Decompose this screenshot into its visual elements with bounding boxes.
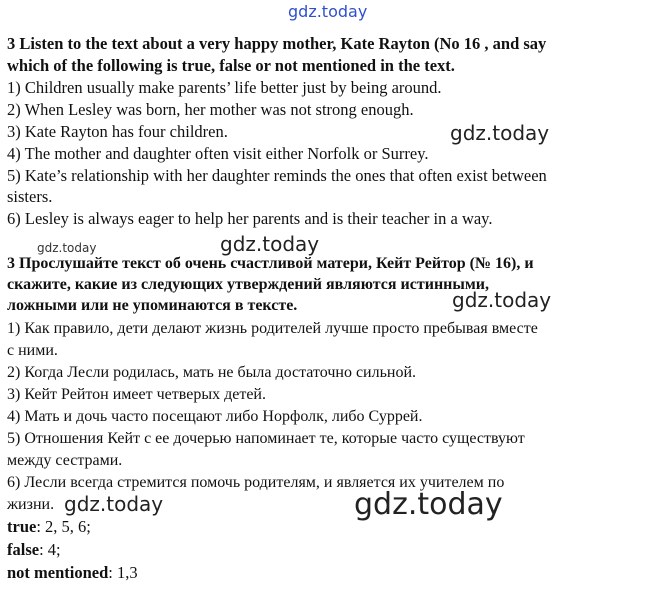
english-item: 6) Lesley is always eager to help her parents and is their teacher in a way. — [7, 209, 493, 228]
english-heading-line-1: 3 Listen to the text about a very happy mother, Kate Rayton (No 16 , and say — [7, 34, 547, 53]
watermark-bottom-small: gdz.today — [64, 492, 164, 516]
russian-item: 2) Когда Лесли родилась, мать не была достаточно сильной. — [7, 364, 417, 381]
answer-nm-label: not mentioned — [7, 563, 109, 582]
answer-false-value: : 4; — [39, 540, 61, 559]
answer-false — [7, 539, 61, 560]
answer-nm-value: : 1,3 — [108, 563, 138, 582]
watermark-bottom-large: gdz.today — [354, 487, 503, 522]
watermark-mid-2: gdz.today — [220, 232, 320, 256]
russian-heading-line-2: скажите, какие из следующих утверждений являются истинными, — [7, 276, 489, 293]
russian-item: 1) Как правило, дети делают жизнь родителей лучше просто пребывая вместе — [7, 320, 538, 337]
answer-true-value: : 2, 5, 6; — [36, 517, 91, 536]
watermark-mid-1: gdz.today — [450, 121, 550, 145]
english-item: sisters. — [7, 187, 53, 206]
english-item: 3) Kate Rayton has four children. — [7, 122, 228, 141]
russian-heading-line-3: ложными или не упоминаются в тексте. — [7, 297, 298, 314]
russian-item: 6) Лесли всегда стремится помочь родителям, и является их учителем по — [7, 474, 505, 491]
russian-item: 5) Отношения Кейт с ее дочерью напоминает те, которые часто существуют — [7, 430, 525, 447]
watermark-top: gdz.today — [288, 2, 368, 21]
english-heading-line-2: which of the following is true, false or not mentioned in the text. — [7, 56, 455, 75]
russian-item: 4) Мать и дочь часто посещают либо Норфолк, либо Суррей. — [7, 408, 423, 425]
watermark-small: gdz.today — [37, 241, 97, 255]
english-item: 5) Kate’s relationship with her daughter reminds the ones that often exist between — [7, 166, 547, 185]
russian-heading-line-1: 3 Прослушайте текст об очень счастливой матери, Кейт Рейтор (№ 16), и — [7, 255, 534, 272]
answer-not-mentioned — [7, 562, 138, 583]
answer-false-label: false — [7, 540, 40, 559]
english-item: 1) Children usually make parents’ life better just by being around. — [7, 78, 442, 97]
english-item: 2) When Lesley was born, her mother was not strong enough. — [7, 100, 414, 119]
watermark-mid-3: gdz.today — [452, 288, 552, 312]
russian-item: 3) Кейт Рейтон имеет четверых детей. — [7, 386, 266, 403]
russian-item: между сестрами. — [7, 452, 123, 469]
russian-item: жизни. — [7, 496, 55, 513]
english-item: 4) The mother and daughter often visit either Norfolk or Surrey. — [7, 144, 429, 163]
russian-item: с ними. — [7, 342, 58, 359]
answer-true — [7, 516, 91, 537]
answer-true-label: true — [7, 517, 37, 536]
